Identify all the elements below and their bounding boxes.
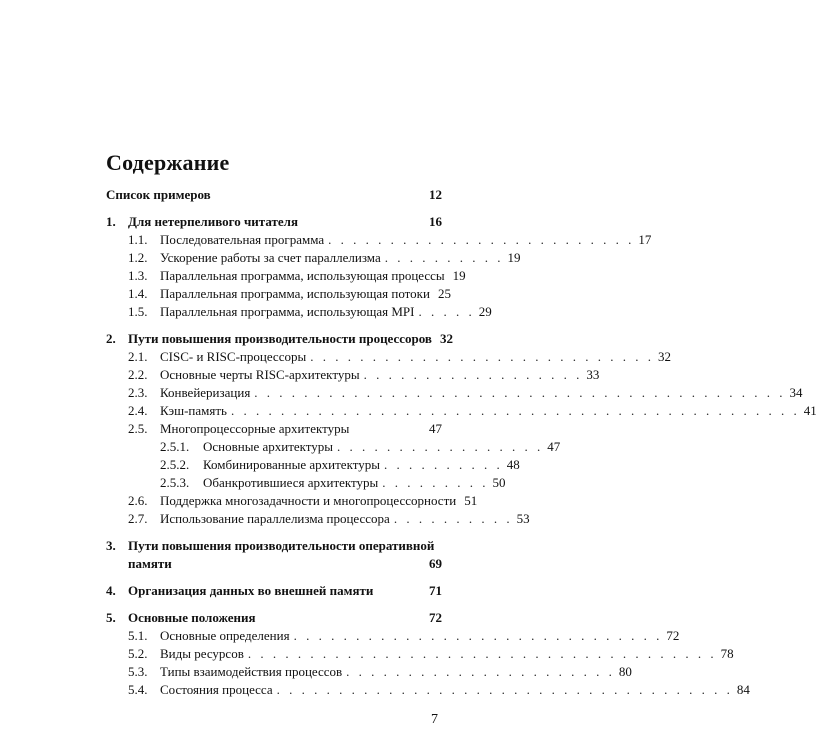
toc-entry-page: 78 <box>720 646 734 661</box>
toc-section: 1.2. Ускорение работы за счет параллелизма . . . . . . . . . . 19 <box>128 250 521 265</box>
toc-chapter <box>106 537 442 555</box>
page-title: Содержание <box>106 150 230 175</box>
toc-section <box>106 492 478 510</box>
toc-section: 1.5. Параллельная программа, использующая MPI . . . . . 29 <box>128 304 492 319</box>
toc-entry-page: 53 <box>516 511 530 526</box>
toc-entry-number: 1. <box>106 214 116 229</box>
toc-chapter-continuation <box>106 555 442 573</box>
toc-section <box>106 267 466 285</box>
toc-entry-number: 2.2. <box>128 367 148 382</box>
toc-subsection: 2.5.2. Комбинированные архитектуры . . . . . . . . . . 48 <box>160 457 520 472</box>
toc-entry-text: Комбинированные архитектуры <box>203 457 380 472</box>
toc-entry-number: 2.7. <box>128 511 148 526</box>
toc-entry-page: 19 <box>507 250 521 265</box>
toc-entry-number: 5. <box>106 610 116 625</box>
toc-subsection: 2.5.1. Основные архитектуры . . . . . . . . . . . . . . . . . 47 <box>160 439 561 454</box>
toc-section: 5.2. Виды ресурсов . . . . . . . . . . . . . . . . . . . . . . . . . . . . . . . . . . . . . . 78 <box>128 646 734 661</box>
toc-chapter <box>106 213 442 231</box>
toc-entry-number: 2.5.1. <box>160 439 190 454</box>
toc-entry-page: 47 <box>547 439 561 454</box>
toc-entry-page: 84 <box>736 682 750 697</box>
toc-section <box>106 420 442 438</box>
toc-entry-page: 50 <box>492 475 506 490</box>
toc-entry-text: Основные положения <box>128 610 256 625</box>
toc-section: 1.1. Последовательная программа . . . . . . . . . . . . . . . . . . . . . . . . . 17 <box>128 232 652 247</box>
toc-entry-number: 2.5.2. <box>160 457 190 472</box>
toc-section: 5.4. Состояния процесса . . . . . . . . . . . . . . . . . . . . . . . . . . . . . . . . . . . . . 84 <box>128 682 750 697</box>
toc-entry-text: Состояния процесса <box>160 682 273 697</box>
toc-section: 5.3. Типы взаимодействия процессов . . . . . . . . . . . . . . . . . . . . . . 80 <box>128 664 632 679</box>
toc-entry-text: Основные определения <box>160 628 290 643</box>
toc-entry-text: Использование параллелизма процессора <box>160 511 390 526</box>
toc-entry-text: Многопроцессорные архитектуры <box>160 421 350 436</box>
toc-entry-page: 34 <box>789 385 803 400</box>
toc-entry-text: Параллельная программа, использующая потоки <box>160 286 430 301</box>
toc-section: 2.7. Использование параллелизма процессора . . . . . . . . . . 53 <box>128 511 530 526</box>
toc-entry-page: 47 <box>429 421 442 436</box>
toc-entry-page: 69 <box>429 556 442 571</box>
toc-entry-number: 5.1. <box>128 628 148 643</box>
toc-entry-number: 2.5. <box>128 421 148 436</box>
toc-section: 2.2. Основные черты RISC-архитектуры . . . . . . . . . . . . . . . . . . 33 <box>128 367 600 382</box>
toc-entry-number: 2.1. <box>128 349 148 364</box>
toc-entry-number: 1.5. <box>128 304 148 319</box>
toc-section <box>106 285 451 303</box>
toc-entry-number: 2. <box>106 331 116 346</box>
toc-entry-number: 1.4. <box>128 286 148 301</box>
toc-entry-number: 3. <box>106 538 116 553</box>
toc-entry-number: 4. <box>106 583 116 598</box>
toc-section: 2.3. Конвейеризация . . . . . . . . . . . . . . . . . . . . . . . . . . . . . . . . . . . . . . . . . . . 34 <box>128 385 803 400</box>
toc-entry-page: 19 <box>452 268 466 283</box>
toc-entry-text: Типы взаимодействия процессов <box>160 664 343 679</box>
toc-entry-number: 1.3. <box>128 268 148 283</box>
toc-section: 2.1. CISC- и RISC-процессоры . . . . . . . . . . . . . . . . . . . . . . . . . . . . 32 <box>128 349 671 364</box>
toc-entry-text: Пути повышения производительности оперативной <box>128 538 435 553</box>
toc-chapter <box>106 330 453 348</box>
toc-entry-page: 41 <box>803 403 817 418</box>
toc-entry-text: Пути повышения производительности процессоров <box>128 331 432 346</box>
toc-section: 2.4. Кэш-память . . . . . . . . . . . . . . . . . . . . . . . . . . . . . . . . . . . . . . . . . . . . . . 41 <box>128 403 817 418</box>
toc-entry-text: Последовательная программа <box>160 232 325 247</box>
toc-entry-page: 29 <box>478 304 492 319</box>
toc-entry-page: 71 <box>429 583 442 598</box>
toc-entry-text: Поддержка многозадачности и многопроцессорности <box>160 493 457 508</box>
toc-entry-text: Параллельная программа, использующая MPI <box>160 304 415 319</box>
toc-entry-text: Основные черты RISC-архитектуры <box>160 367 360 382</box>
toc-entry-text: Кэш-память <box>160 403 227 418</box>
toc-entry-text: Для нетерпеливого читателя <box>128 214 298 229</box>
toc-entry-page: 25 <box>437 286 451 301</box>
toc-entry-number: 5.2. <box>128 646 148 661</box>
toc-entry-number: 2.4. <box>128 403 148 418</box>
toc-entry-text: Виды ресурсов <box>160 646 244 661</box>
page-number: 7 <box>431 712 438 727</box>
toc-entry-text: Список примеров <box>106 187 211 202</box>
toc-entry-number: 5.3. <box>128 664 148 679</box>
toc-entry-page: 32 <box>657 349 671 364</box>
toc-entry-text: памяти <box>128 556 172 571</box>
toc-entry-number: 1.1. <box>128 232 148 247</box>
toc-entry-text: Параллельная программа, использующая процессы <box>160 268 445 283</box>
toc-entry-number: 2.3. <box>128 385 148 400</box>
toc-section: 5.1. Основные определения . . . . . . . . . . . . . . . . . . . . . . . . . . . . . . 72 <box>128 628 680 643</box>
toc-entry-page: 32 <box>439 331 453 346</box>
toc-entry-page: 33 <box>586 367 600 382</box>
toc-entry-number: 2.6. <box>128 493 148 508</box>
toc-entry-number: 1.2. <box>128 250 148 265</box>
toc-entry-text: Основные архитектуры <box>203 439 334 454</box>
toc-entry-page: 72 <box>429 610 442 625</box>
toc-entry-page: 17 <box>638 232 652 247</box>
toc-entry-page: 48 <box>506 457 520 472</box>
toc-chapter <box>106 582 442 600</box>
toc-entry-number: 5.4. <box>128 682 148 697</box>
toc-entry-text: Конвейеризация <box>160 385 251 400</box>
toc-entry-text: Обанкротившиеся архитектуры <box>203 475 379 490</box>
toc-entry <box>106 186 442 204</box>
toc-entry-page: 16 <box>429 214 442 229</box>
toc-entry-text: Ускорение работы за счет параллелизма <box>160 250 381 265</box>
toc-entry-page: 12 <box>429 187 442 202</box>
toc-chapter <box>106 609 442 627</box>
toc-entry-text: Организация данных во внешней памяти <box>128 583 374 598</box>
toc-entry-page: 51 <box>464 493 478 508</box>
toc-entry-page: 80 <box>618 664 632 679</box>
toc-entry-page: 72 <box>666 628 680 643</box>
toc-subsection: 2.5.3. Обанкротившиеся архитектуры . . . . . . . . . 50 <box>160 475 506 490</box>
toc-entry-text: CISC- и RISC-процессоры <box>160 349 307 364</box>
toc-entry-number: 2.5.3. <box>160 475 190 490</box>
